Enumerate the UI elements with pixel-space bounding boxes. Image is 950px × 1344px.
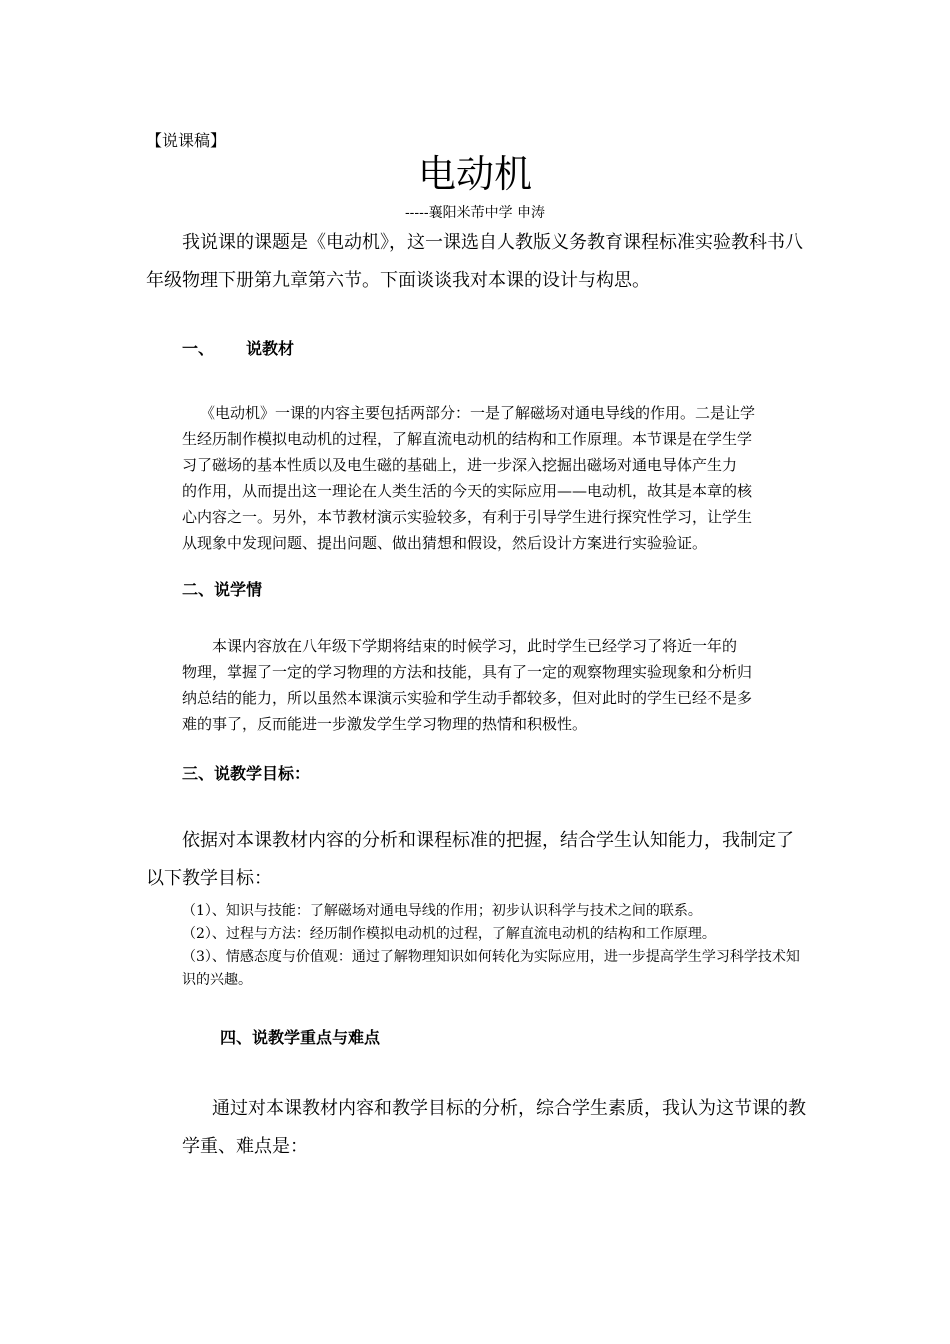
intro-paragraph: 我说课的课题是《电动机》，这一课选自人教版义务教育课程标准实验教科书八年级物理下册第九章第六节。下面谈谈我对本课的设计与构思。 [146, 232, 803, 291]
paragraph-line: 《电动机》一课的内容主要包括两部分：一是了解磁场对通电导线的作用。二是让学 [200, 404, 756, 422]
section-heading-1 [182, 336, 294, 359]
paragraph-line: 难的事了，反而能进一步激发学生学习物理的热情和积极性。 [182, 715, 588, 733]
section-heading-2: 二、说学情 [182, 580, 263, 599]
document-tag: 【说课稿】 [146, 131, 227, 150]
paragraph-line: 纳总结的能力，所以虽然本课演示实验和学生动手都较多，但对此时的学生已经不是多 [182, 689, 753, 707]
paragraph-line: 心内容之一。另外，本节教材演示实验较多，有利于引导学生进行探究性学习，让学生 [182, 508, 753, 526]
section-heading-4: 四、说教学重点与难点 [220, 1028, 381, 1047]
section-title-1: 说教材 [246, 339, 295, 358]
section-3-paragraph: 依据对本课教材内容的分析和课程标准的把握，结合学生认知能力，我制定了以下教学目标： [146, 830, 794, 889]
list-item: （3）、情感态度与价值观：通过了解物理知识如何转化为实际应用，进一步提高学生学习科学技术知识的兴趣。 [182, 949, 800, 988]
paragraph-line: 从现象中发现问题、提出问题、做出猜想和假设，然后设计方案进行实验验证。 [182, 534, 708, 552]
paragraph-line: 的作用，从而提出这一理论在人类生活的今天的实际应用——电动机，故其是本章的核 [182, 482, 753, 500]
paragraph-line: 习了磁场的基本性质以及电生磁的基础上，进一步深入挖掘出磁场对通电导体产生力 [182, 456, 738, 474]
document-title: 电动机 [417, 152, 532, 196]
section-heading-3: 三、说教学目标： [182, 764, 311, 783]
paragraph-line: 物理，掌握了一定的学习物理的方法和技能，具有了一定的观察物理实验现象和分析归 [182, 663, 753, 681]
section-1-paragraph [182, 400, 810, 556]
paragraph-line: 生经历制作模拟电动机的过程，了解直流电动机的结构和工作原理。本节课是在学生学 [182, 430, 753, 448]
objectives-list [182, 900, 810, 992]
document-author: -----襄阳米芾中学 申涛 [404, 205, 546, 221]
section-2-paragraph [182, 633, 810, 737]
section-4-paragraph: 通过对本课教材内容和教学目标的分析，综合学生素质，我认为这节课的教学重、难点是： [182, 1098, 806, 1157]
list-item: （2）、过程与方法：经历制作模拟电动机的过程，了解直流电动机的结构和工作原理。 [182, 926, 716, 942]
paragraph-line: 本课内容放在八年级下学期将结束的时候学习，此时学生已经学习了将近一年的 [212, 637, 738, 655]
section-number-1: 一、 [182, 339, 215, 358]
list-item: （1）、知识与技能：了解磁场对通电导线的作用；初步认识科学与技术之间的联系。 [182, 903, 702, 919]
